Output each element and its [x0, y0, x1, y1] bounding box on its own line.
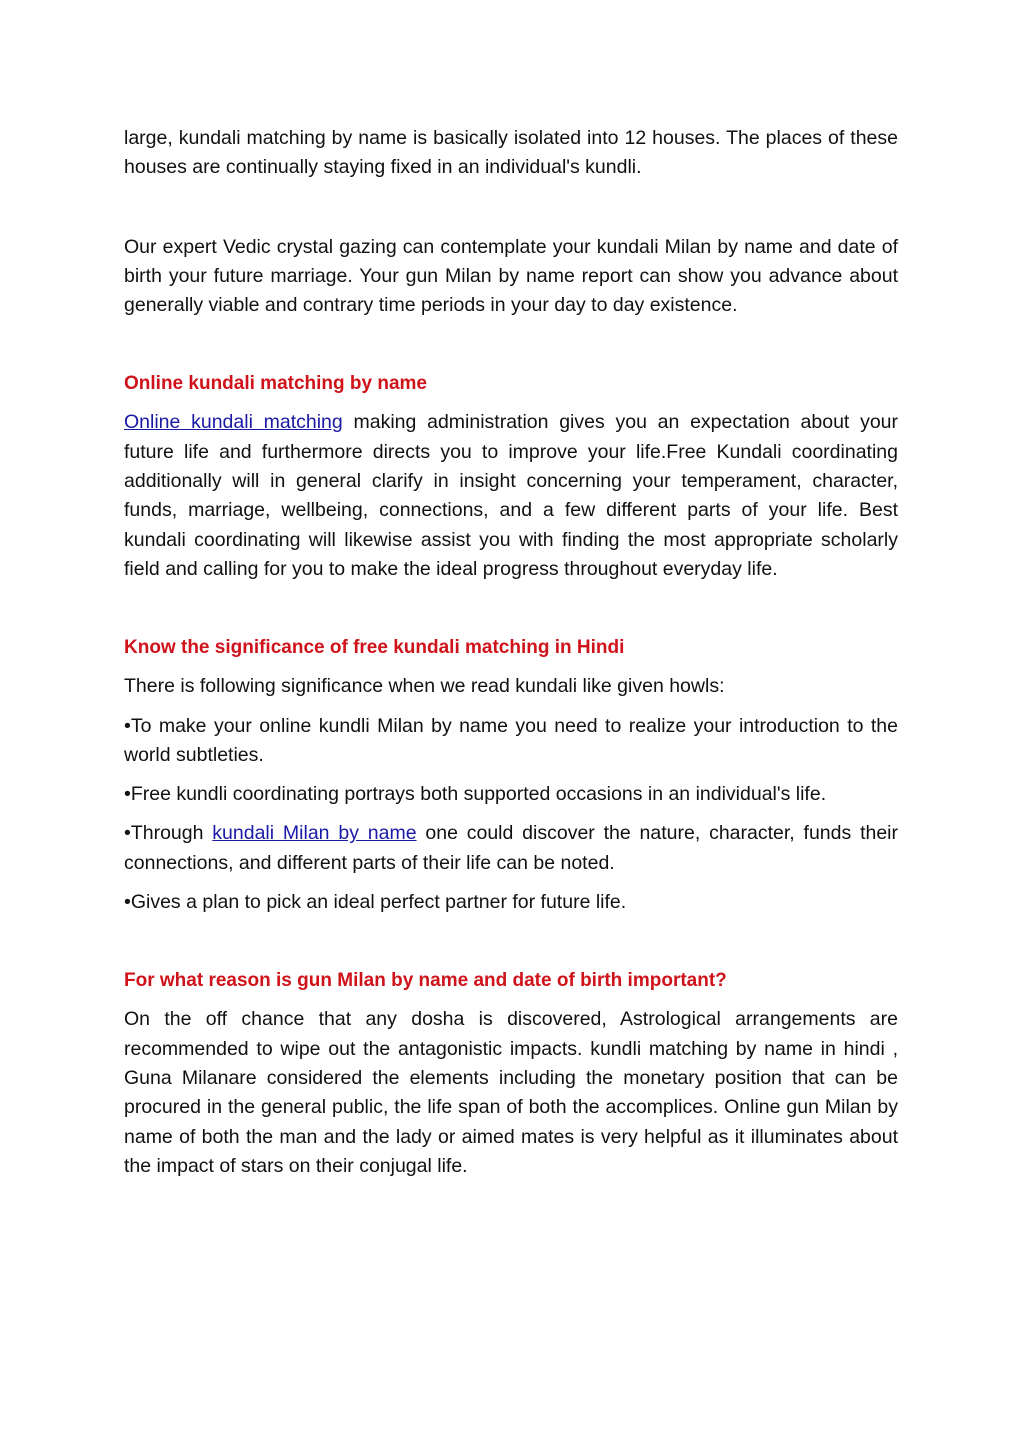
- bullet-prefix: •Through: [124, 822, 213, 845]
- online-kundali-matching-link[interactable]: Online kundali matching: [124, 411, 343, 434]
- spacer: [124, 702, 898, 712]
- bullet-item: [124, 819, 898, 878]
- expert-paragraph: Our expert Vedic crystal gazing can contemplate your kundali Milan by name and date of birth your future marriage. Your gun Milan by name report can show you advance about generally viable and contrary time periods in your day to day existence.: [124, 235, 898, 317]
- online-matching-body: making administration gives you an expectation about your future life and furthermore directs you to improve your life.Free Kundali coordinating additionally will in general clarify in insight concerning your temperament, character, funds, marriage, wellbeing, connections, and a few different parts of your life. Best kundali coordinating will likewise assist you with finding the most appropriate scholarly field and calling for you to make the ideal progress throughout everyday life.: [124, 411, 899, 580]
- document-page: [124, 124, 898, 1181]
- spacer: [124, 183, 898, 233]
- online-matching-paragraph: [124, 408, 898, 584]
- bullet-item: •Gives a plan to pick an ideal perfect partner for future life.: [124, 891, 627, 914]
- spacer: [124, 809, 898, 819]
- spacer: [124, 770, 898, 780]
- spacer: [124, 584, 898, 633]
- spacer: [124, 398, 898, 408]
- spacer: [124, 662, 898, 672]
- spacer: [124, 917, 898, 966]
- bullet-item: •To make your online kundli Milan by name you need to realize your introduction to the world subtleties.: [124, 714, 898, 766]
- bullet-suffix: one could discover the nature, character, funds their connections, and different parts of their life can be noted.: [124, 822, 899, 874]
- section-heading-online-matching: Online kundali matching by name: [124, 373, 427, 395]
- significance-intro: There is following significance when we read kundali like given howls:: [124, 675, 725, 698]
- spacer: [124, 320, 898, 369]
- spacer: [124, 878, 898, 888]
- importance-paragraph: On the off chance that any dosha is discovered, Astrological arrangements are recommended to wipe out the antagonistic impacts. kundli matching by name in hindi , Guna Milanare considered the elements including the monetary position that can be procured in the general public, the life span of both the accomplices. Online gun Milan by name of both the man and the lady or aimed mates is very helpful as it illuminates about the impact of stars on their conjugal life.: [124, 1008, 898, 1177]
- bullet-item: •Free kundli coordinating portrays both supported occasions in an individual's life.: [124, 783, 827, 806]
- spacer: [124, 995, 898, 1005]
- kundali-milan-by-name-link[interactable]: kundali Milan by name: [212, 822, 417, 845]
- section-heading-significance: Know the significance of free kundali matching in Hindi: [124, 637, 625, 659]
- intro-paragraph: large, kundali matching by name is basically isolated into 12 houses. The places of these houses are continually staying fixed in an individual's kundli.: [124, 127, 898, 179]
- section-heading-importance: For what reason is gun Milan by name and date of birth important?: [124, 970, 727, 992]
